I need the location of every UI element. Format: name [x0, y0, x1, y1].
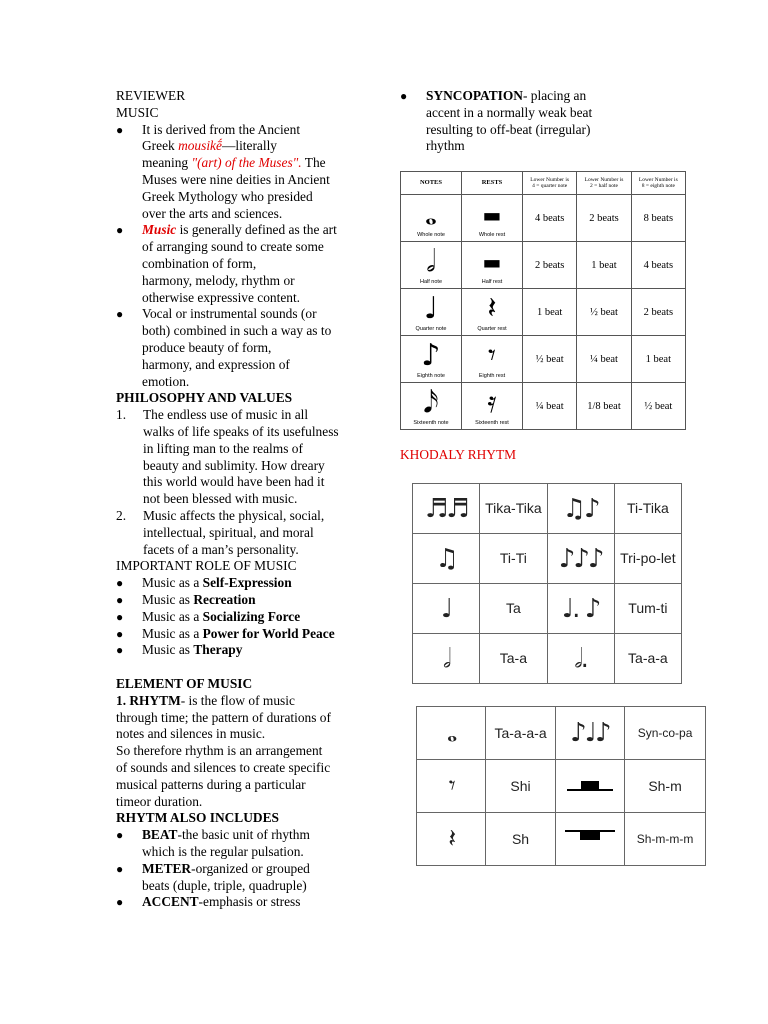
eighth-rest-icon: 𝄾 — [488, 338, 496, 373]
sixteenth-rest-icon: 𝄿 — [487, 385, 497, 420]
table-row: ♬♬ Tika-Tika ♫♪ Ti-Tika — [413, 484, 682, 534]
dotted-quarter-eighth-icon: ♩. ♪ — [561, 593, 600, 624]
bullet-beat: ● BEAT-the basic unit of rhythm which is the regular pulsation. — [116, 827, 372, 861]
table-row: 𝅗𝅥 Ta-a 𝅗𝅥. Ta-a-a — [413, 634, 682, 684]
section-title-music: MUSIC — [116, 104, 159, 120]
term-art-of-muses: "(art) of the Muses". — [191, 155, 302, 171]
kodaly-rhythm-table-1 — [412, 483, 682, 684]
table-row: ♩ Ta ♩. ♪ Tum-ti — [413, 584, 682, 634]
heading-philosophy: PHILOSOPHY AND VALUES — [116, 390, 293, 406]
doc-title: REVIEWER — [116, 88, 186, 103]
quarter-note-icon: ♩ — [440, 593, 452, 624]
half-rest-icon — [567, 777, 613, 791]
whole-note-icon: 𝅝 — [425, 197, 437, 232]
note-values-table — [400, 171, 686, 430]
table-row: 𝅗𝅥 Half note ▬ Half rest 2 beats 1 beat 4 beats — [401, 242, 686, 289]
numbered-item-2: 2. Music affects the physical, social, intellectual, spiritual, and moral facets of a man’s personality. — [116, 507, 325, 557]
sixteenth-notes-icon: ♬♬ — [424, 493, 468, 524]
table-row: 𝅘𝅥𝅯 Sixteenth note 𝄿 Sixteenth rest ¼ beat 1/8 beat ½ beat — [401, 383, 686, 430]
eighth-note-icon: ♪ — [421, 338, 441, 373]
quarter-rest-icon: 𝄽 — [448, 824, 455, 854]
heading-important-role: IMPORTANT ROLE OF MUSIC — [116, 558, 297, 574]
whole-rest-icon — [565, 830, 615, 844]
role-item: ● Music as a Socializing Force — [116, 609, 372, 626]
heading-rhythm-includes: RHYTM ALSO INCLUDES — [116, 810, 279, 826]
table-row: 𝄾 Shi Sh-m — [417, 760, 706, 813]
kodaly-rhythm-table-2 — [416, 706, 706, 866]
eighth-rest-icon: 𝄾 — [448, 771, 454, 801]
role-item: ● Music as Therapy — [116, 642, 372, 659]
whole-rest-icon: ▬ — [482, 203, 502, 227]
table-row: ♩ Quarter note 𝄽 Quarter rest 1 beat ½ beat 2 beats — [401, 289, 686, 336]
khodaly-rhythm-heading: KHODALY RHYTM — [400, 447, 517, 462]
bullet-syncopation: ● SYNCOPATION- placing an accent in a normally weak beat resulting to off-beat (irregular) rhythm — [400, 88, 700, 155]
table-row: 𝅝 Whole note ▬ Whole rest 4 beats 2 beats 8 beats — [401, 195, 686, 242]
bullet-meter: ● METER-organized or grouped beats (duple, triple, quadruple) — [116, 861, 372, 895]
term-music: Music — [142, 222, 177, 238]
table-header-row: NOTES RESTS Lower Number is 4 = quarter note Lower Number is 2 = half note Lower Number is 8 = eighth note — [401, 172, 686, 195]
eighth-sixteenth-notes-icon: ♫♪ — [562, 493, 599, 524]
bullet-definition: ● Music is generally defined as the art of arranging sound to create some combination of form, harmony, melody, rhythm or otherwise expressive content. — [116, 222, 372, 306]
bullet-vocal: ● Vocal or instrumental sounds (or both) combined in such a way as to produce beauty of form, harmony, and expression of emotion. — [116, 306, 372, 390]
bullet-origin: ● It is derived from the Ancient Greek mousikḗ—literally meaning "(art) of the Muses". The Muses were nine deities in Ancient Greek Mythology who presided over the arts and sciences. — [116, 122, 372, 223]
half-rest-icon: ▬ — [482, 250, 502, 274]
role-item: ● Music as Recreation — [116, 592, 372, 609]
beamed-eighth-notes-icon: ♫ — [435, 543, 457, 574]
table-row: ♪ Eighth note 𝄾 Eighth rest ½ beat ¼ beat 1 beat — [401, 336, 686, 383]
triplet-notes-icon: ♪♪♪ — [558, 543, 603, 574]
table-row: 𝄽 Sh Sh-m-m-m — [417, 813, 706, 866]
table-row: 𝅝 Ta-a-a-a ♪♩♪ Syn-co-pa — [417, 707, 706, 760]
rhythm-definition: 1. RHYTM- is the flow of music — [116, 692, 295, 708]
half-note-icon: 𝅗𝅥 — [442, 643, 450, 674]
half-note-icon: 𝅗𝅥 — [426, 244, 436, 279]
table-row: ♫ Ti-Ti ♪♪♪ Tri-po-let — [413, 534, 682, 584]
term-mousike: mousikḗ — [178, 138, 222, 154]
role-item: ● Music as a Self-Expression — [116, 575, 372, 592]
dotted-half-note-icon: 𝅗𝅥. — [574, 643, 587, 674]
bullet-accent: ● ACCENT-emphasis or stress — [116, 894, 372, 911]
right-column — [400, 88, 700, 155]
numbered-item-1: 1. The endless use of music in all walks of life speaks of its usefulness in lifting man to the realms of beauty and sublimity. How dreary this world would have been had it not been blessed with music. — [116, 407, 339, 507]
syncopation-notes-icon: ♪♩♪ — [570, 718, 610, 748]
heading-element: ELEMENT OF MUSIC — [116, 676, 253, 692]
left-column: REVIEWER MUSIC ● It is derived from the Ancient Greek mousikḗ—literally meaning "(art) of the Muses". The Muses were nine deities in Ancient Greek Mythology who presided over the arts and sciences. ● Music is generally defined as the art of arranging sound to create some combination of form, harmony, melody, rhythm or otherwise expressive content. ● Vocal or instrumental sounds (or both) combined in such a way as to produce beauty of form, harmony, and expression of emotion. PHILOSOPHY AND VALUES 1. The endless use of music in all walks of life speaks of its usefulness in lifting man to the realms of beauty and sublimity. How dreary this world would have been had it not been blessed with music. 2. Music affects the physical, social, intellectual, spiritual, and moral facets of a man’s personality. IMPORTANT ROLE OF MUSIC ● Music as a Self-Expression ● Music as Recreation ● Music as a Socializing Force ● Music as a Power for World Peace ● Music as Therapy ELEMENT OF MUSIC 1. RHYTM- is the flow of music through time; the pattern of durations of notes and silences in music. So therefore rhythm is an arrangement of sounds and silences to create specific musical patterns during a particular timeor duration. RHYTM ALSO INCLUDES ● BEAT-the basic unit of rhythm which is the regular pulsation. ● METER-organized or grouped beats (duple, triple, quadruple) ● ACCENT-emphasis or stress — [116, 88, 372, 911]
sixteenth-note-icon: 𝅘𝅥𝅯 — [423, 385, 439, 420]
quarter-rest-icon: 𝄽 — [487, 291, 497, 326]
role-item: ● Music as a Power for World Peace — [116, 626, 372, 643]
whole-note-icon: 𝅝 — [447, 718, 456, 748]
quarter-note-icon: ♩ — [423, 291, 439, 326]
